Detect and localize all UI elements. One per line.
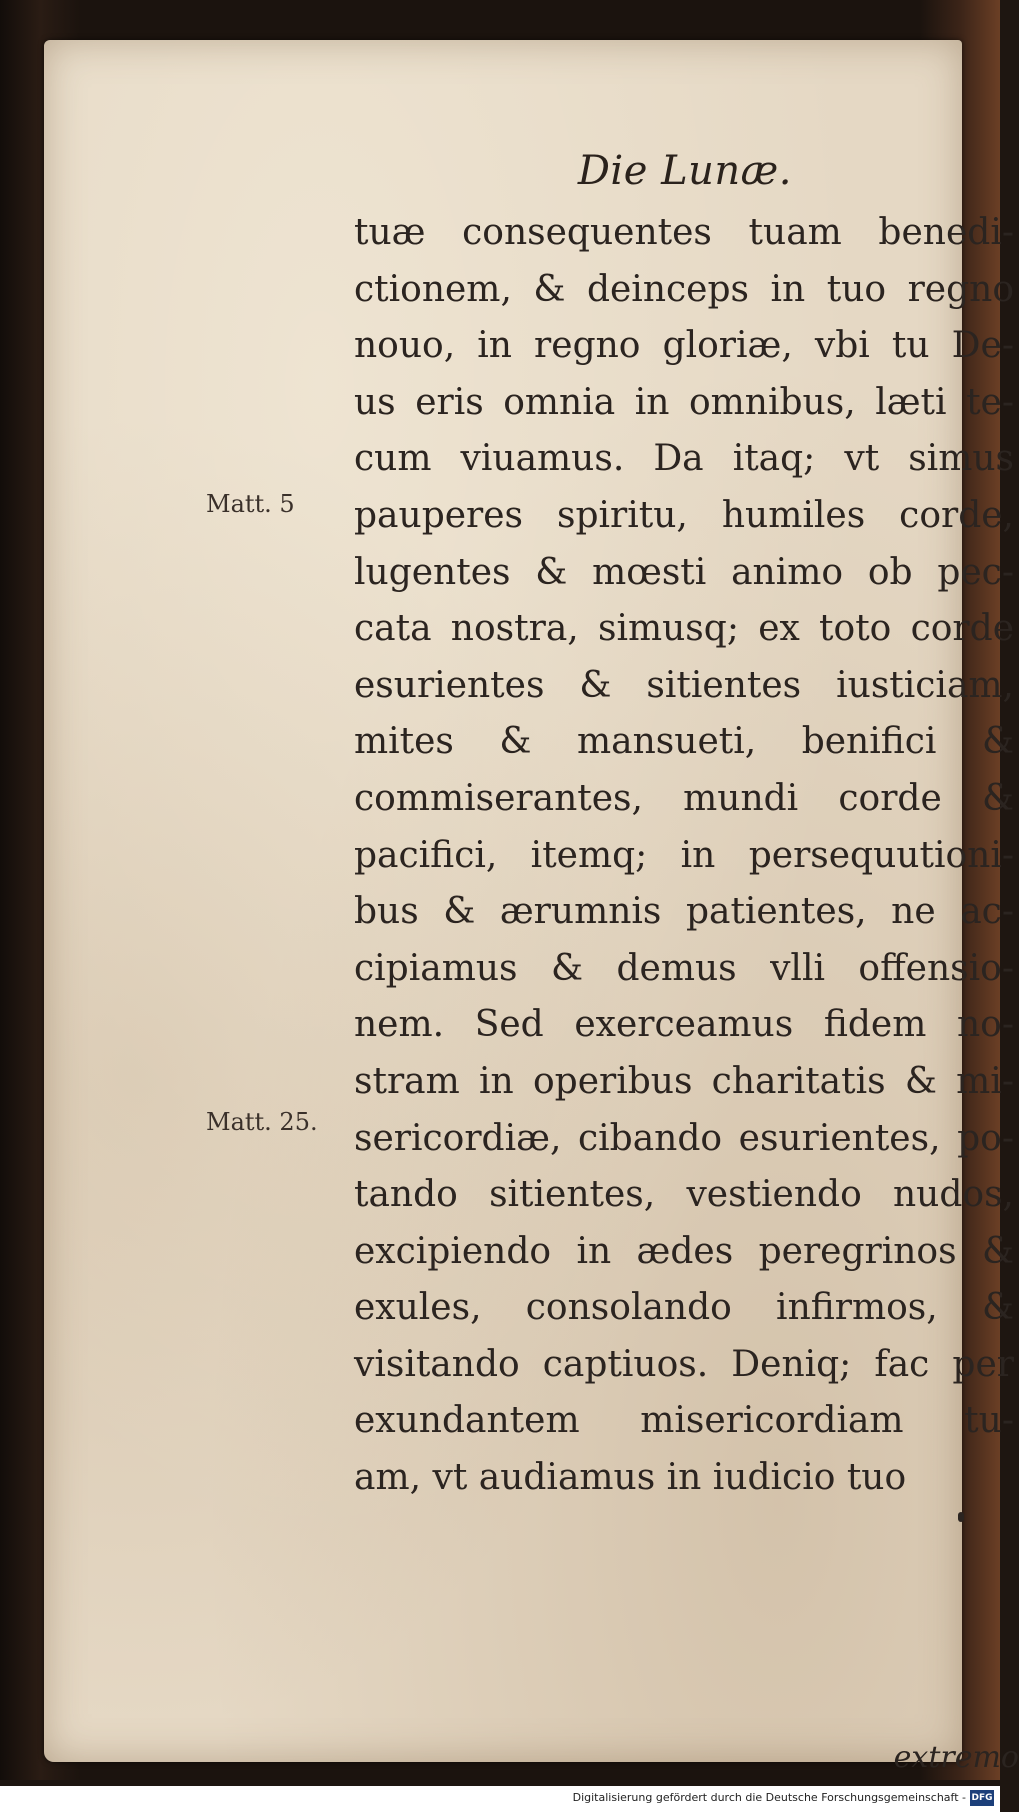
text-line: cum viuamus. Da itaq; vt simus bbox=[354, 438, 1014, 480]
text-line: bus & ærumnis patientes, ne ac- bbox=[354, 891, 1014, 933]
text-line: esurientes & sitientes iusticiam, bbox=[354, 664, 1014, 706]
running-head: Die Lunæ. bbox=[577, 148, 792, 194]
text-line: commiserantes, mundi corde & bbox=[354, 777, 1014, 819]
text-line: lugentes & mœsti animo ob pec- bbox=[354, 551, 1014, 593]
ink-mark bbox=[958, 1512, 964, 1522]
text-line: tuæ consequentes tuam benedi- bbox=[354, 212, 1014, 253]
digitization-footer bbox=[0, 1786, 1000, 1812]
text-line: mites & mansueti, benifici & bbox=[354, 721, 1014, 763]
text-line: cata nostra, simusq; ex toto corde bbox=[354, 608, 1014, 650]
margin-note-matthew-25: Matt. 25. bbox=[206, 1108, 318, 1136]
prayer-text bbox=[354, 205, 1014, 1507]
text-line: sericordiæ, cibando esurientes, po- bbox=[354, 1117, 1014, 1159]
text-line: excipiendo in ædes peregrinos & bbox=[354, 1230, 1014, 1272]
book-page bbox=[44, 40, 1019, 1775]
funding-credit: Digitalisierung gefördert durch die Deutsche Forschungsgemeinschaft - bbox=[572, 1791, 966, 1804]
text-line: pacifici, itemq; in persequutioni- bbox=[354, 834, 1014, 876]
catchword: extremo bbox=[893, 1740, 1019, 1775]
text-line: nouo, in regno gloriæ, vbi tu De- bbox=[354, 325, 1014, 367]
text-line: ctionem, & deinceps in tuo regno bbox=[354, 268, 1014, 310]
text-line: cipiamus & demus vlli offensio- bbox=[354, 947, 1014, 989]
text-line: nem. Sed exerceamus fidem no- bbox=[354, 1004, 1014, 1046]
text-line: exundantem misericordiam tu- bbox=[354, 1400, 1014, 1442]
text-line: exules, consolando infirmos, & bbox=[354, 1287, 1014, 1329]
text-line: visitando captiuos. Deniq; fac per bbox=[354, 1343, 1014, 1385]
text-line: pauperes spiritu, humiles corde, bbox=[354, 494, 1014, 536]
text-line: tando sitientes, vestiendo nudos, bbox=[354, 1174, 1014, 1216]
text-line: am, vt audiamus in iudicio tuo bbox=[354, 1457, 907, 1499]
dfg-logo: DFG bbox=[970, 1790, 994, 1806]
text-line: us eris omnia in omnibus, læti te- bbox=[354, 381, 1014, 423]
text-line: stram in operibus charitatis & mi- bbox=[354, 1060, 1014, 1102]
margin-note-matthew-5: Matt. 5 bbox=[206, 490, 295, 518]
